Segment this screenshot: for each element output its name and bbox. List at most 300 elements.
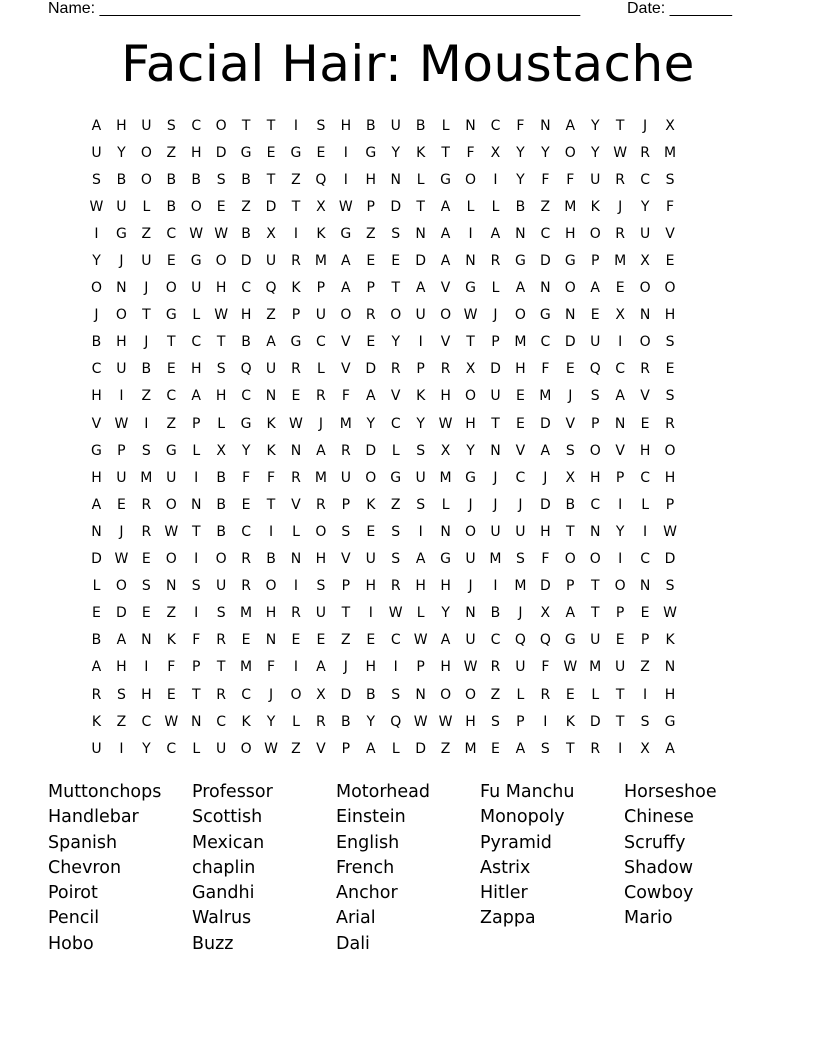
grid-letter: E [241,632,251,649]
grid-letter: W [89,198,104,215]
grid-letter: E [590,307,600,324]
grid-letter: T [590,578,600,595]
grid-letter: F [541,171,550,188]
grid-letter: U [390,117,401,134]
grid-letter: R [665,415,675,432]
grid-letter: E [316,144,326,161]
grid-letter: U [465,551,476,568]
grid-letter: Q [315,171,327,188]
grid-letter: G [115,225,127,242]
grid-letter: R [540,686,551,703]
grid-letter: M [589,659,602,676]
grid-letter: G [290,334,302,351]
grid-letter: S [316,117,326,134]
grid-letter: O [465,523,477,540]
word-list-item: Dali [336,933,370,954]
grid-letter: I [194,605,199,622]
grid-letter: F [541,361,550,378]
grid-letter: G [91,442,102,459]
grid-letter: R [291,605,301,622]
grid-letter: K [416,144,426,161]
grid-letter: S [515,551,525,568]
grid-letter: P [366,280,375,297]
grid-letter: L [491,280,500,297]
word-list-item: Professor [192,782,273,802]
grid-letter: K [266,442,276,459]
grid-letter: E [116,496,126,513]
grid-letter: V [640,388,650,405]
grid-letter: N [265,632,277,649]
grid-letter: O [140,144,152,161]
grid-letter: Y [366,415,376,432]
grid-letter: J [144,334,149,351]
grid-letter: O [564,144,576,161]
grid-letter: P [341,578,351,595]
grid-letter: O [465,388,477,405]
grid-row [84,383,683,410]
grid-letter: W [388,605,403,622]
grid-letter: W [164,713,179,730]
grid-letter: V [665,225,675,242]
grid-letter: I [493,578,498,595]
grid-letter: E [615,632,625,649]
grid-letter: O [365,469,377,486]
grid-letter: R [241,551,251,568]
grid-letter: J [493,496,498,513]
grid-letter: F [541,551,550,568]
grid-letter: Z [141,225,152,242]
grid-letter: N [190,496,202,513]
grid-letter: N [639,307,651,324]
grid-letter: J [94,307,99,324]
grid-row [84,735,683,762]
grid-letter: Z [266,307,276,324]
grid-letter: Y [615,523,625,540]
word-list-item: Shadow [624,857,694,878]
grid-letter: J [543,469,548,486]
grid-letter: E [92,605,101,622]
grid-letter: J [518,496,523,513]
grid-letter: R [340,442,351,459]
grid-letter: K [366,496,376,513]
grid-letter: T [491,415,500,432]
grid-letter: D [365,361,377,378]
grid-letter: O [664,280,676,297]
grid-letter: D [490,361,501,378]
grid-letter: Y [241,442,251,459]
grid-letter: X [316,198,326,215]
word-list-item: Walrus [192,908,252,929]
grid-letter: Q [390,713,402,730]
grid-letter: N [540,117,551,134]
grid-letter: O [440,307,452,324]
grid-letter: W [189,225,204,242]
grid-letter: U [265,361,277,378]
grid-letter: J [493,469,498,486]
grid-letter: G [564,253,576,270]
word-list-item: chaplin [192,857,256,878]
grid-letter: N [415,686,426,703]
grid-letter: I [493,171,498,188]
grid-letter: S [216,361,226,378]
grid-letter: I [293,117,299,134]
grid-letter: B [415,117,426,134]
grid-letter: T [391,280,400,297]
grid-letter: W [114,415,129,432]
grid-letter: Z [166,605,177,622]
grid-letter: G [340,225,352,242]
grid-letter: E [266,144,276,161]
grid-letter: L [416,605,425,622]
grid-letter: O [165,496,177,513]
grid-letter: K [291,280,301,297]
grid-letter: U [590,334,601,351]
grid-letter: H [365,659,377,676]
grid-letter: I [144,659,149,676]
word-column [624,780,768,957]
grid-letter: O [589,225,601,242]
grid-row [84,654,683,681]
grid-letter: S [665,578,675,595]
grid-letter: N [664,659,676,676]
grid-letter: P [615,469,625,486]
grid-letter: H [91,469,102,486]
grid-letter: Z [241,198,251,215]
grid-letter: O [465,686,477,703]
grid-letter: E [565,686,575,703]
grid-letter: X [465,361,476,378]
grid-letter: D [340,686,352,703]
grid-letter: A [91,659,102,676]
grid-letter: X [640,253,650,270]
grid-letter: U [515,659,526,676]
grid-letter: R [640,361,650,378]
grid-letter: L [641,496,649,513]
grid-letter: P [291,307,301,324]
grid-letter: B [241,334,251,351]
grid-letter: V [341,334,351,351]
grid-letter: S [540,740,550,757]
grid-letter: I [618,551,623,568]
grid-letter: I [268,523,274,540]
grid-letter: N [589,523,601,540]
grid-letter: U [415,469,426,486]
grid-letter: E [141,605,151,622]
grid-letter: O [90,280,102,297]
word-list-item: Fu Manchu [480,782,575,802]
grid-letter: U [415,307,426,324]
grid-letter: T [216,334,226,351]
grid-letter: N [290,551,302,568]
grid-row [84,247,683,274]
grid-letter: R [365,307,376,324]
grid-letter: M [140,469,153,486]
grid-letter: A [365,740,376,757]
grid-letter: J [618,198,623,215]
grid-row [84,627,683,654]
grid-letter: C [640,171,650,188]
grid-row [84,302,683,329]
grid-row [84,681,683,708]
grid-letter: O [614,578,626,595]
grid-letter: E [366,253,376,270]
grid-row [84,139,683,166]
grid-letter: C [141,713,152,730]
grid-letter: T [142,307,151,324]
grid-letter: H [440,659,451,676]
grid-letter: A [490,225,501,242]
grid-letter: E [291,388,301,405]
grid-letter: S [216,605,226,622]
grid-letter: H [664,686,676,703]
grid-letter: X [440,442,451,459]
grid-letter: U [116,361,127,378]
grid-letter: A [316,659,326,676]
grid-letter: L [317,361,325,378]
grid-letter: Z [490,686,501,703]
grid-letter: A [91,496,102,513]
grid-letter: H [365,171,377,188]
grid-letter: P [491,334,500,351]
grid-letter: F [167,659,176,676]
grid-letter: L [292,523,300,540]
grid-letter: H [639,442,651,459]
grid-letter: V [91,415,102,432]
grid-letter: L [516,686,525,703]
grid-letter: I [293,225,299,242]
grid-letter: O [639,280,651,297]
grid-letter: E [665,253,675,270]
grid-letter: T [191,686,201,703]
grid-letter: P [640,632,650,649]
grid-letter: H [116,659,127,676]
grid-letter: D [664,551,676,568]
grid-letter: U [615,659,626,676]
grid-letter: A [665,740,675,757]
grid-letter: S [665,388,675,405]
grid-letter: M [489,551,502,568]
grid-letter: J [643,117,648,134]
grid-letter: H [190,361,202,378]
grid-letter: U [340,469,351,486]
grid-letter: Y [466,442,475,459]
grid-letter: S [191,578,201,595]
grid-letter: U [490,388,501,405]
grid-letter: P [516,713,525,730]
grid-letter: B [365,686,376,703]
grid-letter: M [614,253,627,270]
grid-letter: G [539,307,551,324]
word-list-item: Horseshoe [624,782,717,802]
grid-letter: A [590,280,600,297]
grid-letter: A [540,442,551,459]
grid-letter: H [465,415,476,432]
grid-letter: S [391,523,401,540]
grid-row [84,410,683,437]
grid-letter: X [565,469,576,486]
grid-letter: O [290,686,302,703]
grid-letter: X [316,686,326,703]
grid-letter: H [265,605,277,622]
grid-letter: L [92,578,101,595]
grid-letter: L [491,198,500,215]
grid-letter: J [468,578,473,595]
grid-letter: L [292,713,300,730]
grid-letter: N [166,578,177,595]
grid-letter: O [140,171,152,188]
grid-letter: C [390,632,401,649]
grid-letter: Q [539,632,551,649]
grid-letter: A [415,551,426,568]
grid-letter: L [142,198,151,215]
grid-letter: C [615,361,626,378]
grid-row [84,464,683,491]
grid-letter: K [316,225,326,242]
grid-letter: H [540,523,551,540]
grid-letter: T [615,713,625,730]
grid-letter: C [91,361,102,378]
grid-letter: B [565,496,576,513]
grid-letter: K [266,415,276,432]
grid-letter: I [293,659,299,676]
grid-letter: Z [116,713,127,730]
grid-letter: O [564,551,576,568]
grid-letter: V [341,551,351,568]
grid-letter: I [643,686,648,703]
grid-letter: L [416,171,425,188]
grid-letter: C [490,117,501,134]
grid-letter: Z [166,144,177,161]
grid-row [84,166,683,193]
grid-letter: B [241,225,251,242]
grid-letter: Y [441,605,450,622]
grid-letter: T [566,740,575,757]
grid-letter: S [416,442,426,459]
grid-letter: O [340,307,352,324]
grid-letter: A [266,334,276,351]
word-column [48,780,192,957]
grid-letter: F [267,659,276,676]
grid-letter: X [540,605,551,622]
word-list-item: Hobo [48,933,94,954]
grid-letter: F [192,632,201,649]
grid-letter: T [266,171,276,188]
grid-letter: O [215,117,227,134]
grid-letter: Y [117,144,126,161]
grid-letter: N [265,388,277,405]
grid-letter: E [391,253,401,270]
grid-letter: S [92,171,101,188]
grid-letter: O [315,523,327,540]
word-column [336,780,480,957]
grid-letter: D [589,713,601,730]
grid-letter: C [640,551,650,568]
grid-letter: S [341,523,351,540]
grid-row [84,112,683,139]
word-column [480,780,624,957]
grid-letter: S [491,713,500,730]
grid-letter: P [366,198,375,215]
grid-letter: P [316,280,326,297]
grid-letter: W [438,713,453,730]
grid-letter: B [490,605,501,622]
grid-letter: E [366,632,376,649]
grid-letter: S [391,551,401,568]
grid-letter: A [440,198,451,215]
grid-letter: A [515,280,526,297]
grid-letter: D [215,144,227,161]
grid-letter: E [615,280,625,297]
grid-letter: U [265,253,277,270]
grid-letter: C [191,334,202,351]
grid-letter: C [590,496,601,513]
word-list-item: Hitler [480,883,528,904]
grid-letter: H [664,307,676,324]
word-list-item: Scruffy [624,832,686,853]
grid-letter: E [366,523,376,540]
grid-letter: U [91,144,102,161]
grid-letter: K [565,713,575,730]
grid-letter: L [391,740,400,757]
grid-letter: N [141,632,152,649]
grid-letter: D [415,740,427,757]
grid-letter: Z [640,659,650,676]
grid-letter: T [590,605,600,622]
date-field-label: Date: _______ [627,0,732,17]
grid-letter: W [114,551,129,568]
grid-letter: A [565,117,576,134]
grid-letter: I [119,740,124,757]
grid-letter: D [539,253,551,270]
grid-letter: R [440,361,451,378]
grid-letter: D [390,198,402,215]
grid-letter: E [491,740,500,757]
grid-letter: O [265,578,277,595]
grid-letter: P [117,442,126,459]
grid-letter: V [291,496,301,513]
grid-letter: P [341,740,351,757]
grid-letter: P [590,415,600,432]
grid-letter: Y [391,144,400,161]
grid-letter: H [415,578,426,595]
grid-letter: U [315,605,327,622]
grid-letter: O [465,171,477,188]
grid-letter: O [240,740,252,757]
grid-letter: S [665,334,675,351]
grid-letter: D [116,605,127,622]
grid-letter: X [266,225,276,242]
grid-letter: I [144,415,149,432]
grid-letter: G [390,469,402,486]
grid-letter: A [365,388,376,405]
grid-letter: W [463,307,478,324]
grid-letter: C [166,225,177,242]
grid-letter: S [166,117,176,134]
grid-letter: B [166,198,177,215]
grid-letter: H [215,280,227,297]
grid-letter: Y [266,713,276,730]
grid-letter: R [390,578,401,595]
grid-letter: T [441,144,450,161]
grid-letter: A [615,388,625,405]
grid-letter: E [216,198,226,215]
grid-letter: A [316,442,326,459]
grid-letter: T [216,659,226,676]
grid-letter: P [416,659,425,676]
grid-letter: B [515,198,526,215]
grid-letter: R [316,496,326,513]
grid-letter: F [541,659,550,676]
